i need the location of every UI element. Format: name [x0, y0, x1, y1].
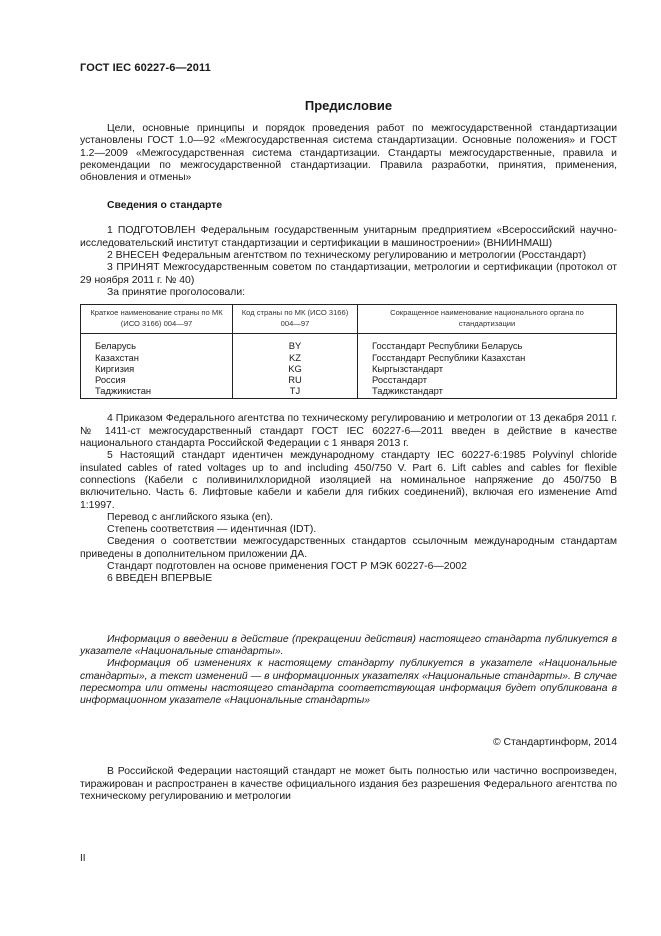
- cell-code: KG: [233, 363, 358, 374]
- item-order: 4 Приказом Федерального агентства по техническому регулированию и метрологии от 13 декабря 2011 г. № 1411-ст межгосударственный стандарт ГОСТ IEC 60227-6—2011 введен в действие в качестве национального стандарта Российской Федерации с 1 января 2013 г.: [80, 413, 617, 450]
- cell-code: TJ: [233, 385, 358, 399]
- header-country: Краткое наименование страны по МК (ИСО 3166) 004—97: [81, 305, 233, 334]
- cell-country: Киргизия: [81, 363, 233, 374]
- table-row: [81, 363, 617, 374]
- table-row: [81, 352, 617, 363]
- cell-code: BY: [233, 334, 358, 352]
- cell-body: Госстандарт Республики Казахстан: [358, 352, 617, 363]
- cell-country: Таджикистан: [81, 385, 233, 399]
- cell-body: Кыргызстандарт: [358, 363, 617, 374]
- page-title: Предисловие: [304, 98, 393, 113]
- cell-body: Госстандарт Республики Беларусь: [358, 334, 617, 352]
- document-page: [80, 62, 617, 803]
- degree-note: Степень соответствия — идентичная (IDT).: [107, 524, 317, 536]
- info-block: [80, 634, 617, 708]
- references-note: Сведения о соответствии межгосударственных стандартов ссылочным международным стандартам приведены в дополнительном приложении ДА.: [80, 536, 617, 560]
- copyright-line: © Стандартинформ, 2014: [492, 737, 617, 749]
- item-introduced: 2 ВНЕСЕН Федеральным агентством по техническому регулированию и метрологии (Росстандарт): [107, 250, 587, 262]
- table-header-row: [81, 305, 617, 334]
- header-body: Сокращенное наименование национального органа по стандартизации: [358, 305, 617, 334]
- item-first-introduced: 6 ВВЕДЕН ВПЕРВЫЕ: [107, 573, 213, 585]
- info-paragraph-2: Информация об изменениях к настоящему стандарту публикуется в указателе «Национальные стандарты», а текст изменений — в информационных указателях «Национальные стандарты». В случае пересмотра или отмены настоящего стандарта соответствующая информация будет опубликована в информационном указателе «Национальные стандарты»: [80, 658, 617, 707]
- cell-code: KZ: [233, 352, 358, 363]
- cell-country: Казахстан: [81, 352, 233, 363]
- item-identical: 5 Настоящий стандарт идентичен международному стандарту IEC 60227-6:1985 Polyvinyl chloride insulated cables of rated voltages up to and including 450/750 V. Part 6. Lift cables and cables for flexible connections (Кабели с поливинилхлоридной изоляцией на номинальное напряжение до 450/750 В включительно. Часть 6. Лифтовые кабели и кабели для гибких соединений), включая его изменение Amd 1:1997.: [80, 450, 617, 511]
- table-row: [81, 385, 617, 399]
- rights-notice: В Российской Федерации настоящий стандарт не может быть полностью или частично воспроизведен, тиражирован и распространен в качестве официального издания без разрешения Федерального агентства по техническому регулированию и метрологии: [80, 766, 617, 802]
- header-code: Код страны по МК (ИСО 3166) 004—97: [233, 305, 358, 334]
- table-row: [81, 334, 617, 352]
- info-paragraph-1: Информация о введении в действие (прекращении действия) настоящего стандарта публикуется в указателе «Национальные стандарты».: [80, 633, 617, 657]
- cell-country: Беларусь: [81, 334, 233, 352]
- section-heading-about: Сведения о стандарте: [107, 200, 223, 212]
- intro-paragraph: Цели, основные принципы и порядок проведения работ по межгосударственной стандартизации установлены ГОСТ 1.0—92 «Межгосударственная система стандартизации. Основные положения» и ГОСТ 1.2—2009 «Межгосударственная система стандартизации. Стандарты межгосударственные, правила и рекомендации по межгосударственной стандартизации. Правила разработки, принятия, применения, обновления и отмены»: [80, 123, 617, 184]
- cell-body: Росстандарт: [358, 374, 617, 385]
- translation-note: Перевод с английского языка (en).: [107, 511, 274, 523]
- item-prepared: 1 ПОДГОТОВЛЕН Федеральным государственным унитарным предприятием «Всероссийский научно-исследовательский институт стандартизации и сертификации в машиностроении» (ВНИИНМАШ): [80, 225, 617, 249]
- item-adopted: 3 ПРИНЯТ Межгосударственным советом по стандартизации, метрологии и сертификации (протокол от 29 ноября 2011 г. № 40): [80, 262, 617, 286]
- table-row: [81, 374, 617, 385]
- cell-code: RU: [233, 374, 358, 385]
- document-code: ГОСТ IEC 60227-6—2011: [80, 62, 211, 74]
- voting-states-table: [80, 304, 617, 399]
- cell-body: Таджикстандарт: [358, 385, 617, 399]
- page-number: II: [80, 853, 86, 864]
- voted-label: За принятие проголосовали:: [107, 286, 246, 298]
- cell-country: Россия: [81, 374, 233, 385]
- basis-note: Стандарт подготовлен на основе применения ГОСТ Р МЭК 60227-6—2002: [107, 561, 467, 573]
